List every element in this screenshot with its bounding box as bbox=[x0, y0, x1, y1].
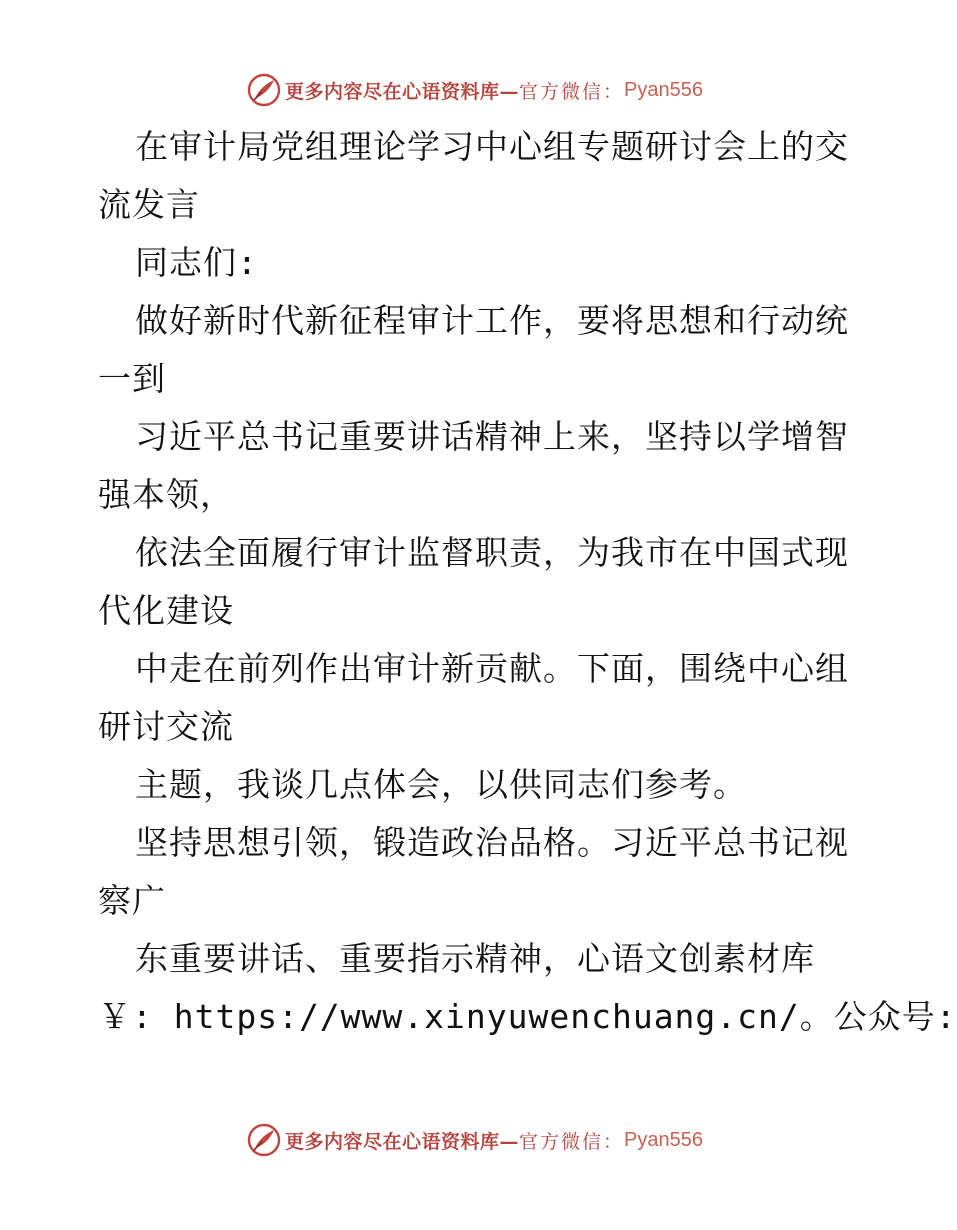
paragraph-line: 一到 bbox=[98, 359, 166, 398]
paragraph-line: 依法全面履行审计监督职责，为我市在中国式现 bbox=[135, 533, 849, 572]
paragraph-line: 做好新时代新征程审计工作，要将思想和行动统 bbox=[135, 301, 849, 340]
title-line-1: 在审计局党组理论学习中心组专题研讨会上的交 bbox=[135, 127, 849, 166]
wechat-label: 官方微信： bbox=[519, 1130, 625, 1153]
document-body bbox=[98, 118, 957, 1046]
paragraph-line: 研讨交流 bbox=[98, 707, 234, 746]
paragraph-line: 主题，我谈几点体会，以供同志们参考。 bbox=[135, 765, 747, 804]
wechat-id: Pyan556 bbox=[624, 78, 703, 101]
paragraph-line: 中走在前列作出审计新贡献。下面，围绕中心组 bbox=[135, 649, 849, 688]
paragraph-line: 强本领， bbox=[98, 475, 234, 514]
url-line: ￥: https://www.xinyuwenchuang.cn/。公众号: bbox=[98, 997, 957, 1036]
quill-logo-icon bbox=[247, 73, 281, 107]
paragraph-line: 东重要讲话、重要指示精神，心语文创素材库 bbox=[135, 939, 815, 978]
footer-banner bbox=[0, 1120, 950, 1160]
title-line-2: 流发言 bbox=[98, 185, 200, 224]
paragraph-line: 察广 bbox=[98, 881, 166, 920]
promo-text: 更多内容尽在心语资料库— bbox=[285, 1130, 520, 1153]
paragraph-line: 习近平总书记重要讲话精神上来，坚持以学增智 bbox=[135, 417, 849, 456]
header-banner bbox=[0, 70, 950, 110]
paragraph-line: 坚持思想引领，锻造政治品格。习近平总书记视 bbox=[135, 823, 849, 862]
quill-logo-icon bbox=[247, 1123, 281, 1157]
promo-text: 更多内容尽在心语资料库— bbox=[285, 80, 520, 103]
wechat-id: Pyan556 bbox=[624, 1128, 703, 1151]
salutation-line: 同志们: bbox=[135, 243, 258, 282]
paragraph-line: 代化建设 bbox=[98, 591, 234, 630]
wechat-label: 官方微信： bbox=[519, 80, 625, 103]
